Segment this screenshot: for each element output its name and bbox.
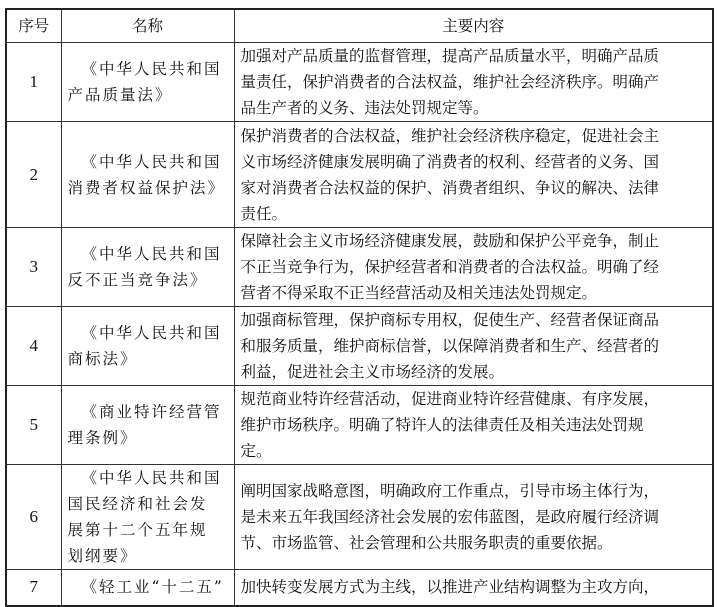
content-line: 营者不得采取不正当经营活动及相关违法处罚规定。 <box>240 284 598 302</box>
content-line: 和服务质量，维护商标信誉，以保障消费者和生产、经营者的 <box>240 337 660 355</box>
name-line: 《中华人民共和国 <box>81 152 222 171</box>
row-name <box>61 386 234 465</box>
table-row <box>6 43 713 122</box>
name-line: 《中华人民共和国 <box>81 245 222 263</box>
header-content: 主要内容 <box>234 9 713 43</box>
row-index: 2 <box>6 122 61 228</box>
content-line: 家对消费者合法权益的保护、消费者组织、争议的解决、法律 <box>240 178 660 197</box>
content-line: 责任。 <box>240 204 288 223</box>
header-name: 名称 <box>61 9 234 43</box>
row-index: 6 <box>6 465 61 570</box>
name-line: 《商业特许经营管 <box>81 403 222 421</box>
name-line: 展第十二个五年规 <box>67 521 208 539</box>
row-content <box>234 307 713 386</box>
regulations-table <box>5 8 714 607</box>
row-content <box>234 386 713 465</box>
name-line: 产品质量法》 <box>67 86 173 104</box>
name-line: 消费者权益保护法》 <box>67 178 226 197</box>
table-row <box>6 307 713 386</box>
content-line: 保护消费者的合法权益，维护社会经济秩序稳定，促进社会主 <box>240 126 660 145</box>
content-line: 是未来五年我国经济社会发展的宏伟蓝图，是政府履行经济调 <box>240 508 660 526</box>
content-line: 定。 <box>240 442 272 460</box>
content-line: 加快转变发展方式为主线，以推进产业结构调整为主攻方向， <box>240 578 660 597</box>
row-index: 3 <box>6 228 61 307</box>
content-line: 规范商业特许经营活动，促进商业特许经营健康、有序发展， <box>240 390 660 408</box>
name-line: 理条例》 <box>67 429 138 447</box>
row-index: 4 <box>6 307 61 386</box>
content-line: 保障社会主义市场经济健康发展，鼓励和保护公平竞争，制止 <box>240 232 660 250</box>
content-line: 节、市场监管、社会管理和公共服务职责的重要依据。 <box>240 534 613 552</box>
name-line: 《轻工业“十二五” <box>81 578 224 597</box>
name-line: 商标法》 <box>67 350 138 368</box>
row-name <box>61 43 234 122</box>
content-line: 加强对产品质量的监督管理，提高产品质量水平，明确产品质 <box>240 47 660 65</box>
name-line: 国民经济和社会发 <box>67 495 208 513</box>
name-line: 《中华人民共和国 <box>81 469 222 487</box>
row-content <box>234 228 713 307</box>
table-row <box>6 465 713 570</box>
row-name <box>61 570 234 606</box>
table-row <box>6 228 713 307</box>
row-index: 1 <box>6 43 61 122</box>
row-content <box>234 43 713 122</box>
table-header <box>6 9 713 43</box>
content-line: 阐明国家战略意图，明确政府工作重点，引导市场主体行为， <box>240 482 660 500</box>
row-content <box>234 570 713 606</box>
name-line: 划纲要》 <box>67 547 138 565</box>
row-name <box>61 228 234 307</box>
content-line: 维护市场秩序。明确了特许人的法律责任及相关违法处罚规 <box>240 416 644 434</box>
name-line: 反不正当竞争法》 <box>67 271 208 289</box>
row-index: 5 <box>6 386 61 465</box>
row-name <box>61 465 234 570</box>
content-line: 利益，促进社会主义市场经济的发展。 <box>240 363 505 381</box>
row-index: 7 <box>6 570 61 606</box>
name-line: 《中华人民共和国 <box>81 324 222 342</box>
table-row <box>6 122 713 228</box>
table-row <box>6 386 713 465</box>
row-content <box>234 465 713 570</box>
content-line: 不正当竞争行为，保护经营者和消费者的合法权益。明确了经 <box>240 258 660 276</box>
row-name <box>61 122 234 228</box>
header-index: 序号 <box>6 9 61 43</box>
table-row <box>6 570 713 606</box>
name-line: 《中华人民共和国 <box>81 60 222 78</box>
content-line: 加强商标管理，保护商标专用权，促使生产、经营者保证商品 <box>240 311 660 329</box>
row-name <box>61 307 234 386</box>
row-content <box>234 122 713 228</box>
content-line: 品生产者的义务、违法处罚规定等。 <box>240 99 489 117</box>
content-line: 量责任，保护消费者的合法权益，维护社会经济秩序。明确产 <box>240 73 660 91</box>
content-line: 义市场经济健康发展明确了消费者的权利、经营者的义务、国 <box>240 152 660 171</box>
